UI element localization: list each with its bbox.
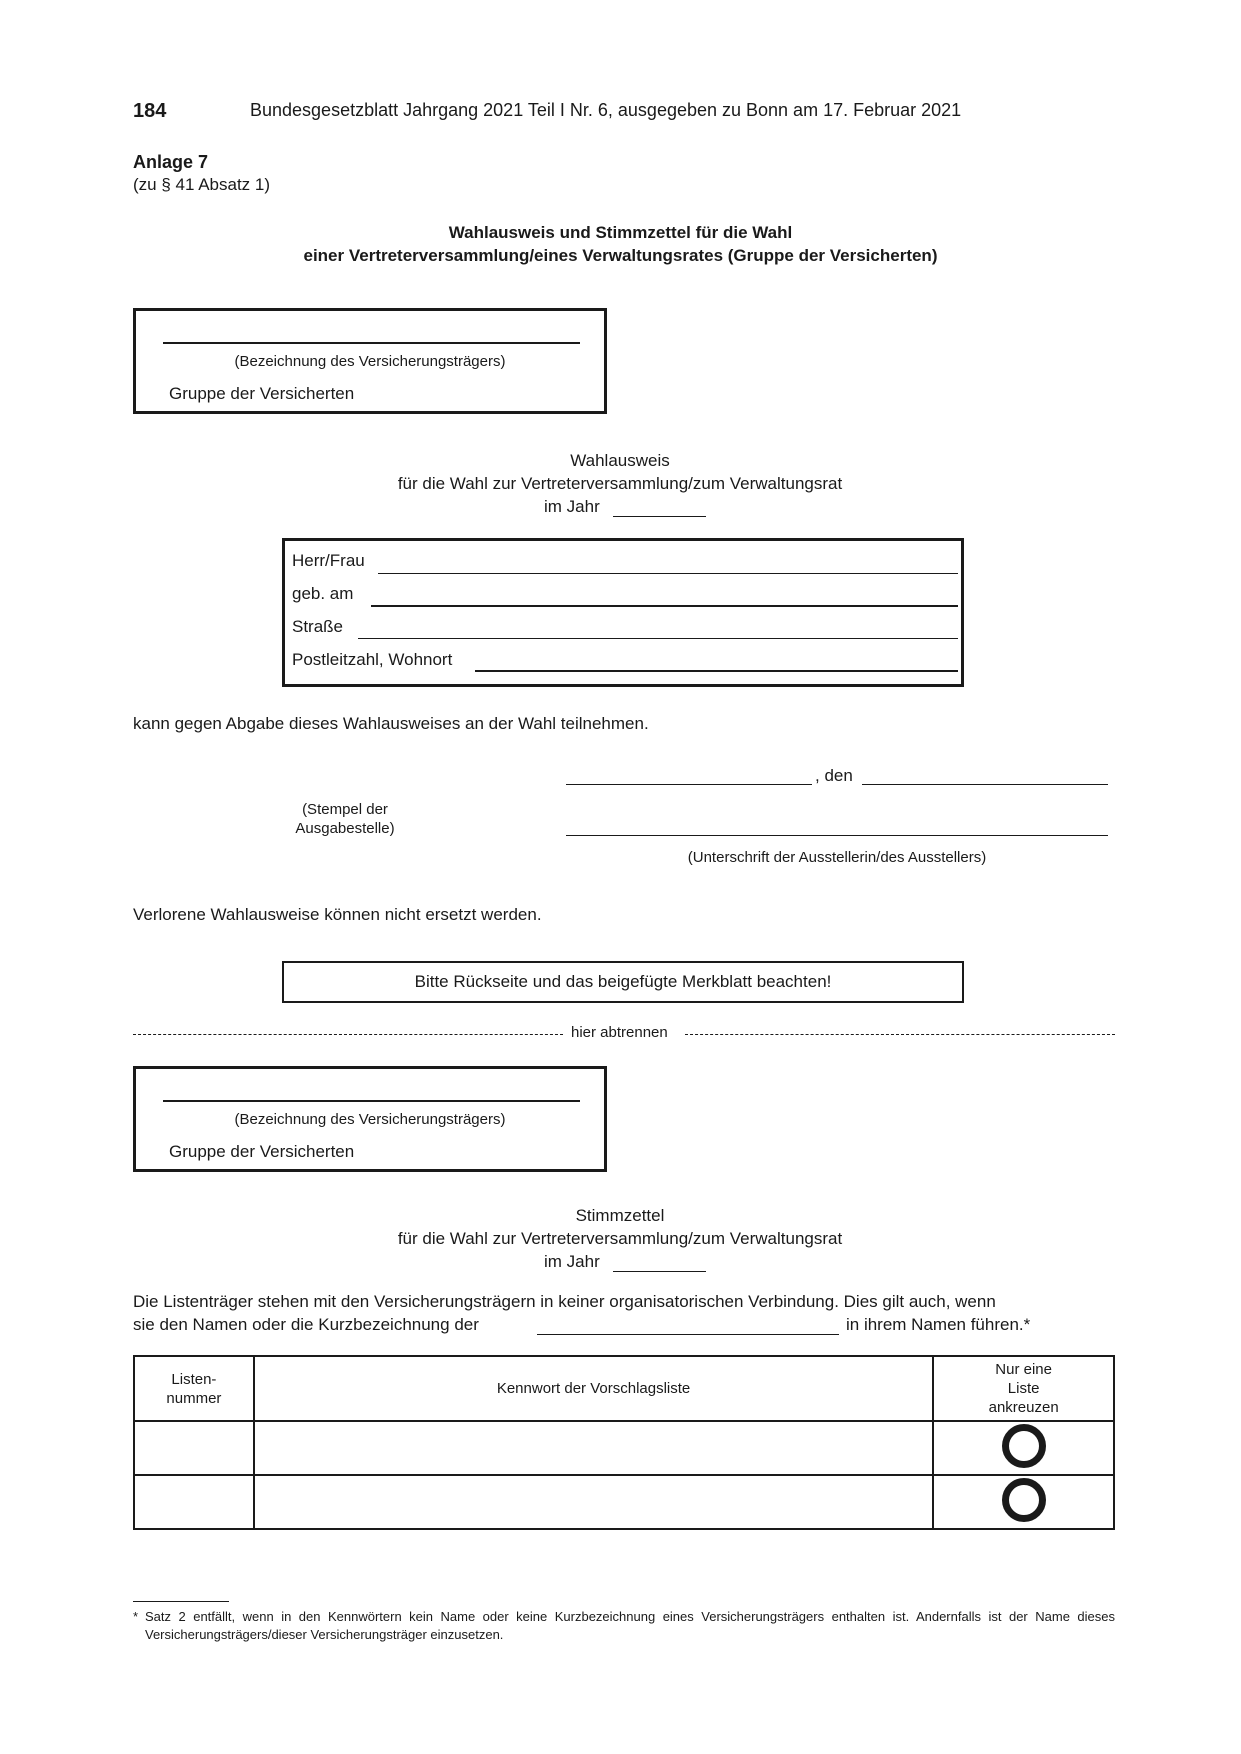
stamp-label-line2: Ausgabestelle) <box>295 820 395 837</box>
ballot-year-line[interactable] <box>613 1271 706 1272</box>
signature-caption: (Unterschrift der Ausstellerin/des Ausstellers) <box>687 849 987 866</box>
footnote-mark: * <box>133 1609 139 1624</box>
carrier-name-blank[interactable] <box>537 1334 839 1335</box>
voter-card-year-label: im Jahr <box>544 497 600 516</box>
cut-line-right <box>685 1034 1115 1035</box>
street-line[interactable] <box>358 638 958 639</box>
annex-title: Anlage 7 <box>133 152 209 172</box>
attention-notice-box: Bitte Rückseite und das beigefügte Merkblatt beachten! <box>282 961 964 1003</box>
carrier-caption: (Bezeichnung des Versicherungsträgers) <box>234 353 506 370</box>
footnote <box>133 1608 1115 1644</box>
header-mark-line2: Liste <box>1007 1380 1040 1397</box>
header-mark-line3: ankreuzen <box>988 1399 1059 1416</box>
ballot-subheading: für die Wahl zur Vertreterversammlung/zum Verwaltungsrat <box>397 1229 843 1248</box>
keyword-cell <box>254 1475 933 1529</box>
document-title-line2: einer Vertreterversammlung/eines Verwaltungsrates (Gruppe der Versicherten) <box>303 246 938 265</box>
place-line[interactable] <box>566 784 812 785</box>
carrier-box-ballot <box>133 1066 607 1172</box>
ballot-year-label: im Jahr <box>544 1252 600 1271</box>
mark-cell[interactable] <box>933 1421 1114 1475</box>
name-line[interactable] <box>378 573 958 574</box>
mark-cell[interactable] <box>933 1475 1114 1529</box>
birth-line[interactable] <box>371 605 958 607</box>
lost-card-notice: Verlorene Wahlausweise können nicht ersetzt werden. <box>133 905 542 924</box>
header-list-number-line1: Listen- <box>171 1370 217 1388</box>
stamp-label-line1: (Stempel der <box>302 801 388 818</box>
city-line[interactable] <box>475 670 958 672</box>
ballot-statement-line2-start: sie den Namen oder die Kurzbezeichnung der <box>133 1315 479 1334</box>
ballot-statement-line2-end: in ihrem Namen führen.* <box>846 1315 1031 1334</box>
participation-text: kann gegen Abgabe dieses Wahlausweises an der Wahl teilnehmen. <box>133 714 649 733</box>
header-mark-line1: Nur eine <box>995 1361 1052 1378</box>
birth-label: geb. am <box>292 584 354 603</box>
footnote-rule <box>133 1601 229 1602</box>
annex-reference: (zu § 41 Absatz 1) <box>133 175 271 194</box>
ballot-statement-line1: Die Listenträger stehen mit den Versicherungsträgern in keiner organisatorischen Verbindung. Dies gilt auch, wenn <box>133 1292 996 1311</box>
voter-card-heading: Wahlausweis <box>570 451 670 470</box>
carrier-name-line[interactable] <box>163 1100 580 1102</box>
voter-card-subheading: für die Wahl zur Vertreterversammlung/zum Verwaltungsrat <box>397 474 843 493</box>
list-number-cell <box>134 1421 254 1475</box>
header-list-number-line2: nummer <box>166 1389 222 1407</box>
voter-card-year-line[interactable] <box>613 516 706 517</box>
table-row <box>134 1421 1114 1475</box>
list-number-cell <box>134 1475 254 1529</box>
header-list-number <box>134 1356 254 1421</box>
carrier-name-line[interactable] <box>163 342 580 344</box>
date-separator: , den <box>815 766 853 785</box>
document-title-line1: Wahlausweis und Stimmzettel für die Wahl <box>448 223 793 242</box>
vote-circle-icon[interactable] <box>1002 1424 1046 1468</box>
cut-line-left <box>133 1034 563 1035</box>
keyword-cell <box>254 1421 933 1475</box>
cut-line-label: hier abtrennen <box>571 1024 668 1041</box>
city-label: Postleitzahl, Wohnort <box>292 650 453 669</box>
stamp-label <box>280 800 410 838</box>
vote-circle-icon[interactable] <box>1002 1478 1046 1522</box>
voter-details-box <box>282 538 964 687</box>
page-number: 184 <box>133 100 167 122</box>
carrier-caption: (Bezeichnung des Versicherungsträgers) <box>234 1111 506 1128</box>
header-keyword: Kennwort der Vorschlagsliste <box>254 1356 933 1421</box>
signature-line[interactable] <box>566 835 1108 836</box>
name-label: Herr/Frau <box>292 551 365 570</box>
ballot-table <box>133 1355 1115 1530</box>
footnote-text: Satz 2 entfällt, wenn in den Kennwörtern kein Name oder keine Kurzbezeichnung eines Versicherungsträgers enthalten ist. Andernfalls ist der Name dieses Versicherungsträgers/dieser Versicherungsträger einzusetzen. <box>145 1609 1115 1642</box>
ballot-table-header <box>134 1356 1114 1421</box>
carrier-group-label: Gruppe der Versicherten <box>169 1142 355 1161</box>
date-line[interactable] <box>862 784 1108 785</box>
running-head: Bundesgesetzblatt Jahrgang 2021 Teil I Nr. 6, ausgegeben zu Bonn am 17. Februar 2021 <box>250 100 962 120</box>
carrier-group-label: Gruppe der Versicherten <box>169 384 355 403</box>
carrier-box-voter-card <box>133 308 607 414</box>
header-mark <box>933 1356 1114 1421</box>
ballot-heading: Stimmzettel <box>575 1206 665 1225</box>
table-row <box>134 1475 1114 1529</box>
street-label: Straße <box>292 617 344 636</box>
